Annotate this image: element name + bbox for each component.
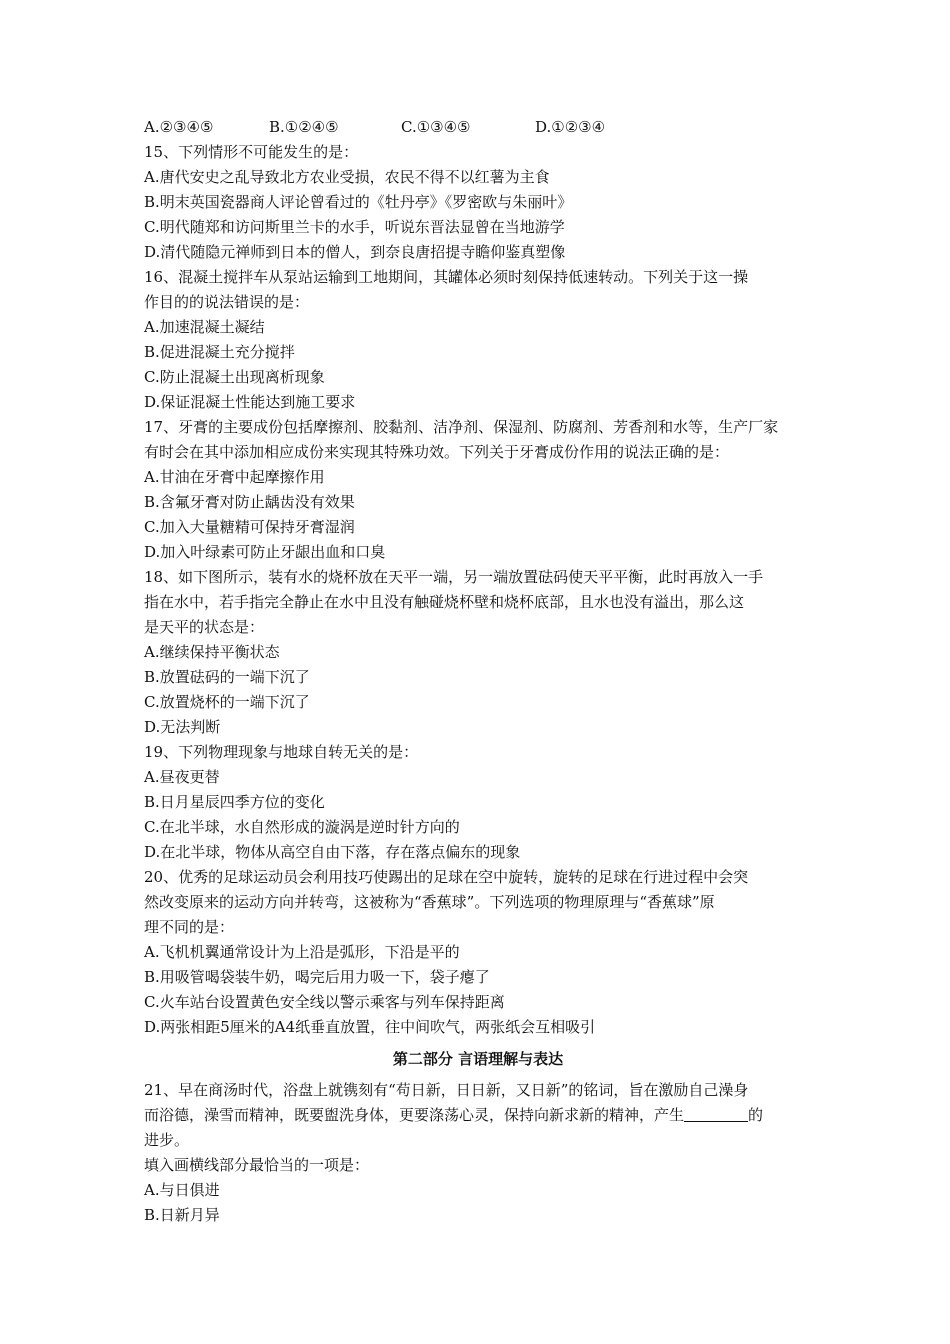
question-20 <box>144 865 812 1040</box>
q15-option-b: B.明末英国瓷器商人评论曾看过的《牡丹亭》《罗密欧与朱丽叶》 <box>144 193 573 211</box>
q21-stem-line-3: 进步。 <box>144 1131 190 1149</box>
question-17 <box>144 415 812 565</box>
q19-stem: 19、下列物理现象与地球自转无关的是： <box>144 743 419 761</box>
q14-option-b: B.①②④⑤ <box>269 118 339 136</box>
q21-stem-line-2 <box>144 1103 812 1128</box>
q21-option-b: B.日新月异 <box>144 1206 220 1224</box>
q18-option-b: B.放置砝码的一端下沉了 <box>144 668 310 686</box>
q16-option-c: C.防止混凝土出现离析现象 <box>144 368 325 386</box>
q17-stem-line-2: 有时会在其中添加相应成份来实现其特殊功效。下列关于牙膏成份作用的说法正确的是： <box>144 443 730 461</box>
q20-option-b: B.用吸管喝袋装牛奶，喝完后用力吸一下，袋子瘪了 <box>144 968 490 986</box>
question-21 <box>144 1078 812 1228</box>
question-19 <box>144 740 812 865</box>
q17-option-a: A.甘油在牙膏中起摩擦作用 <box>144 468 325 486</box>
q17-stem-line-1: 17、牙膏的主要成份包括摩擦剂、胶黏剂、洁净剂、保湿剂、防腐剂、芳香剂和水等，生产厂家 <box>144 418 779 436</box>
question-16 <box>144 265 812 415</box>
q19-option-b: B.日月星辰四季方位的变化 <box>144 793 325 811</box>
q19-option-d: D.在北半球，物体从高空自由下落，存在落点偏东的现象 <box>144 843 521 861</box>
q20-stem-line-1: 20、优秀的足球运动员会利用技巧使踢出的足球在空中旋转，旋转的足球在行进过程中会突 <box>144 868 749 886</box>
question-18 <box>144 565 812 740</box>
page-content <box>144 115 812 1228</box>
answer-blank <box>684 1105 748 1122</box>
q18-stem-line-1: 18、如下图所示，装有水的烧杯放在天平一端，另一端放置砝码使天平平衡，此时再放入一手 <box>144 568 764 586</box>
q19-option-a: A.昼夜更替 <box>144 768 220 786</box>
q14-option-c: C.①③④⑤ <box>401 118 471 136</box>
q14-option-a: A.②③④⑤ <box>144 118 214 136</box>
q21-prompt: 填入画横线部分最恰当的一项是： <box>144 1156 370 1174</box>
q18-stem-line-2: 指在水中，若手指完全静止在水中且没有触碰烧杯壁和烧杯底部，且水也没有溢出，那么这 <box>144 593 745 611</box>
q16-option-b: B.促进混凝土充分搅拌 <box>144 343 295 361</box>
q20-option-d: D.两张相距5厘米的A4纸垂直放置，往中间吹气，两张纸会互相吸引 <box>144 1018 596 1036</box>
q21-option-a: A.与日俱进 <box>144 1181 220 1199</box>
q15-stem: 15、下列情形不可能发生的是： <box>144 143 359 161</box>
q19-option-c: C.在北半球，水自然形成的漩涡是逆时针方向的 <box>144 818 460 836</box>
q15-option-d: D.清代随隐元禅师到日本的僧人，到奈良唐招提寺瞻仰鉴真塑像 <box>144 243 566 261</box>
q17-option-c: C.加入大量糖精可保持牙膏湿润 <box>144 518 355 536</box>
q21-stem-line-1: 21、早在商汤时代，浴盘上就镌刻有“苟日新，日日新，又日新”的铭词，旨在激励自己澡身 <box>144 1081 749 1099</box>
q18-stem-line-3: 是天平的状态是： <box>144 618 265 636</box>
q15-option-a: A.唐代安史之乱导致北方农业受损，农民不得不以红薯为主食 <box>144 168 550 186</box>
q14-option-d: D.①②③④ <box>535 118 606 136</box>
q16-stem-line-1: 16、混凝土搅拌车从泵站运输到工地期间，其罐体必须时刻保持低速转动。下列关于这一操 <box>144 268 749 286</box>
q20-stem-line-2: 然改变原来的运动方向并转弯，这被称为“香蕉球”。下列选项的物理原理与“香蕉球”原 <box>144 893 715 911</box>
q21-stem-after-blank: 的 <box>748 1106 764 1124</box>
q18-option-a: A.继续保持平衡状态 <box>144 643 280 661</box>
q17-option-d: D.加入叶绿素可防止牙龈出血和口臭 <box>144 543 386 561</box>
q20-option-c: C.火车站台设置黄色安全线以警示乘客与列车保持距离 <box>144 993 505 1011</box>
question-15 <box>144 140 812 265</box>
q18-option-c: C.放置烧杯的一端下沉了 <box>144 693 310 711</box>
q14-options <box>144 115 812 140</box>
q21-stem-before-blank: 而浴德，澡雪而精神，既要盥洗身体，更要涤荡心灵，保持向新求新的精神，产生 <box>144 1106 685 1124</box>
q15-option-c: C.明代随郑和访问斯里兰卡的水手，听说东晋法显曾在当地游学 <box>144 218 565 236</box>
q16-stem-line-2: 作目的的说法错误的是： <box>144 293 310 311</box>
q20-stem-line-3: 理不同的是： <box>144 918 235 936</box>
q18-option-d: D.无法判断 <box>144 718 221 736</box>
section-2-title: 第二部分 言语理解与表达 <box>392 1050 564 1068</box>
q16-option-a: A.加速混凝土凝结 <box>144 318 265 336</box>
q20-option-a: A.飞机机翼通常设计为上沿是弧形，下沿是平的 <box>144 943 460 961</box>
q17-option-b: B.含氟牙膏对防止龋齿没有效果 <box>144 493 355 511</box>
q16-option-d: D.保证混凝土性能达到施工要求 <box>144 393 356 411</box>
